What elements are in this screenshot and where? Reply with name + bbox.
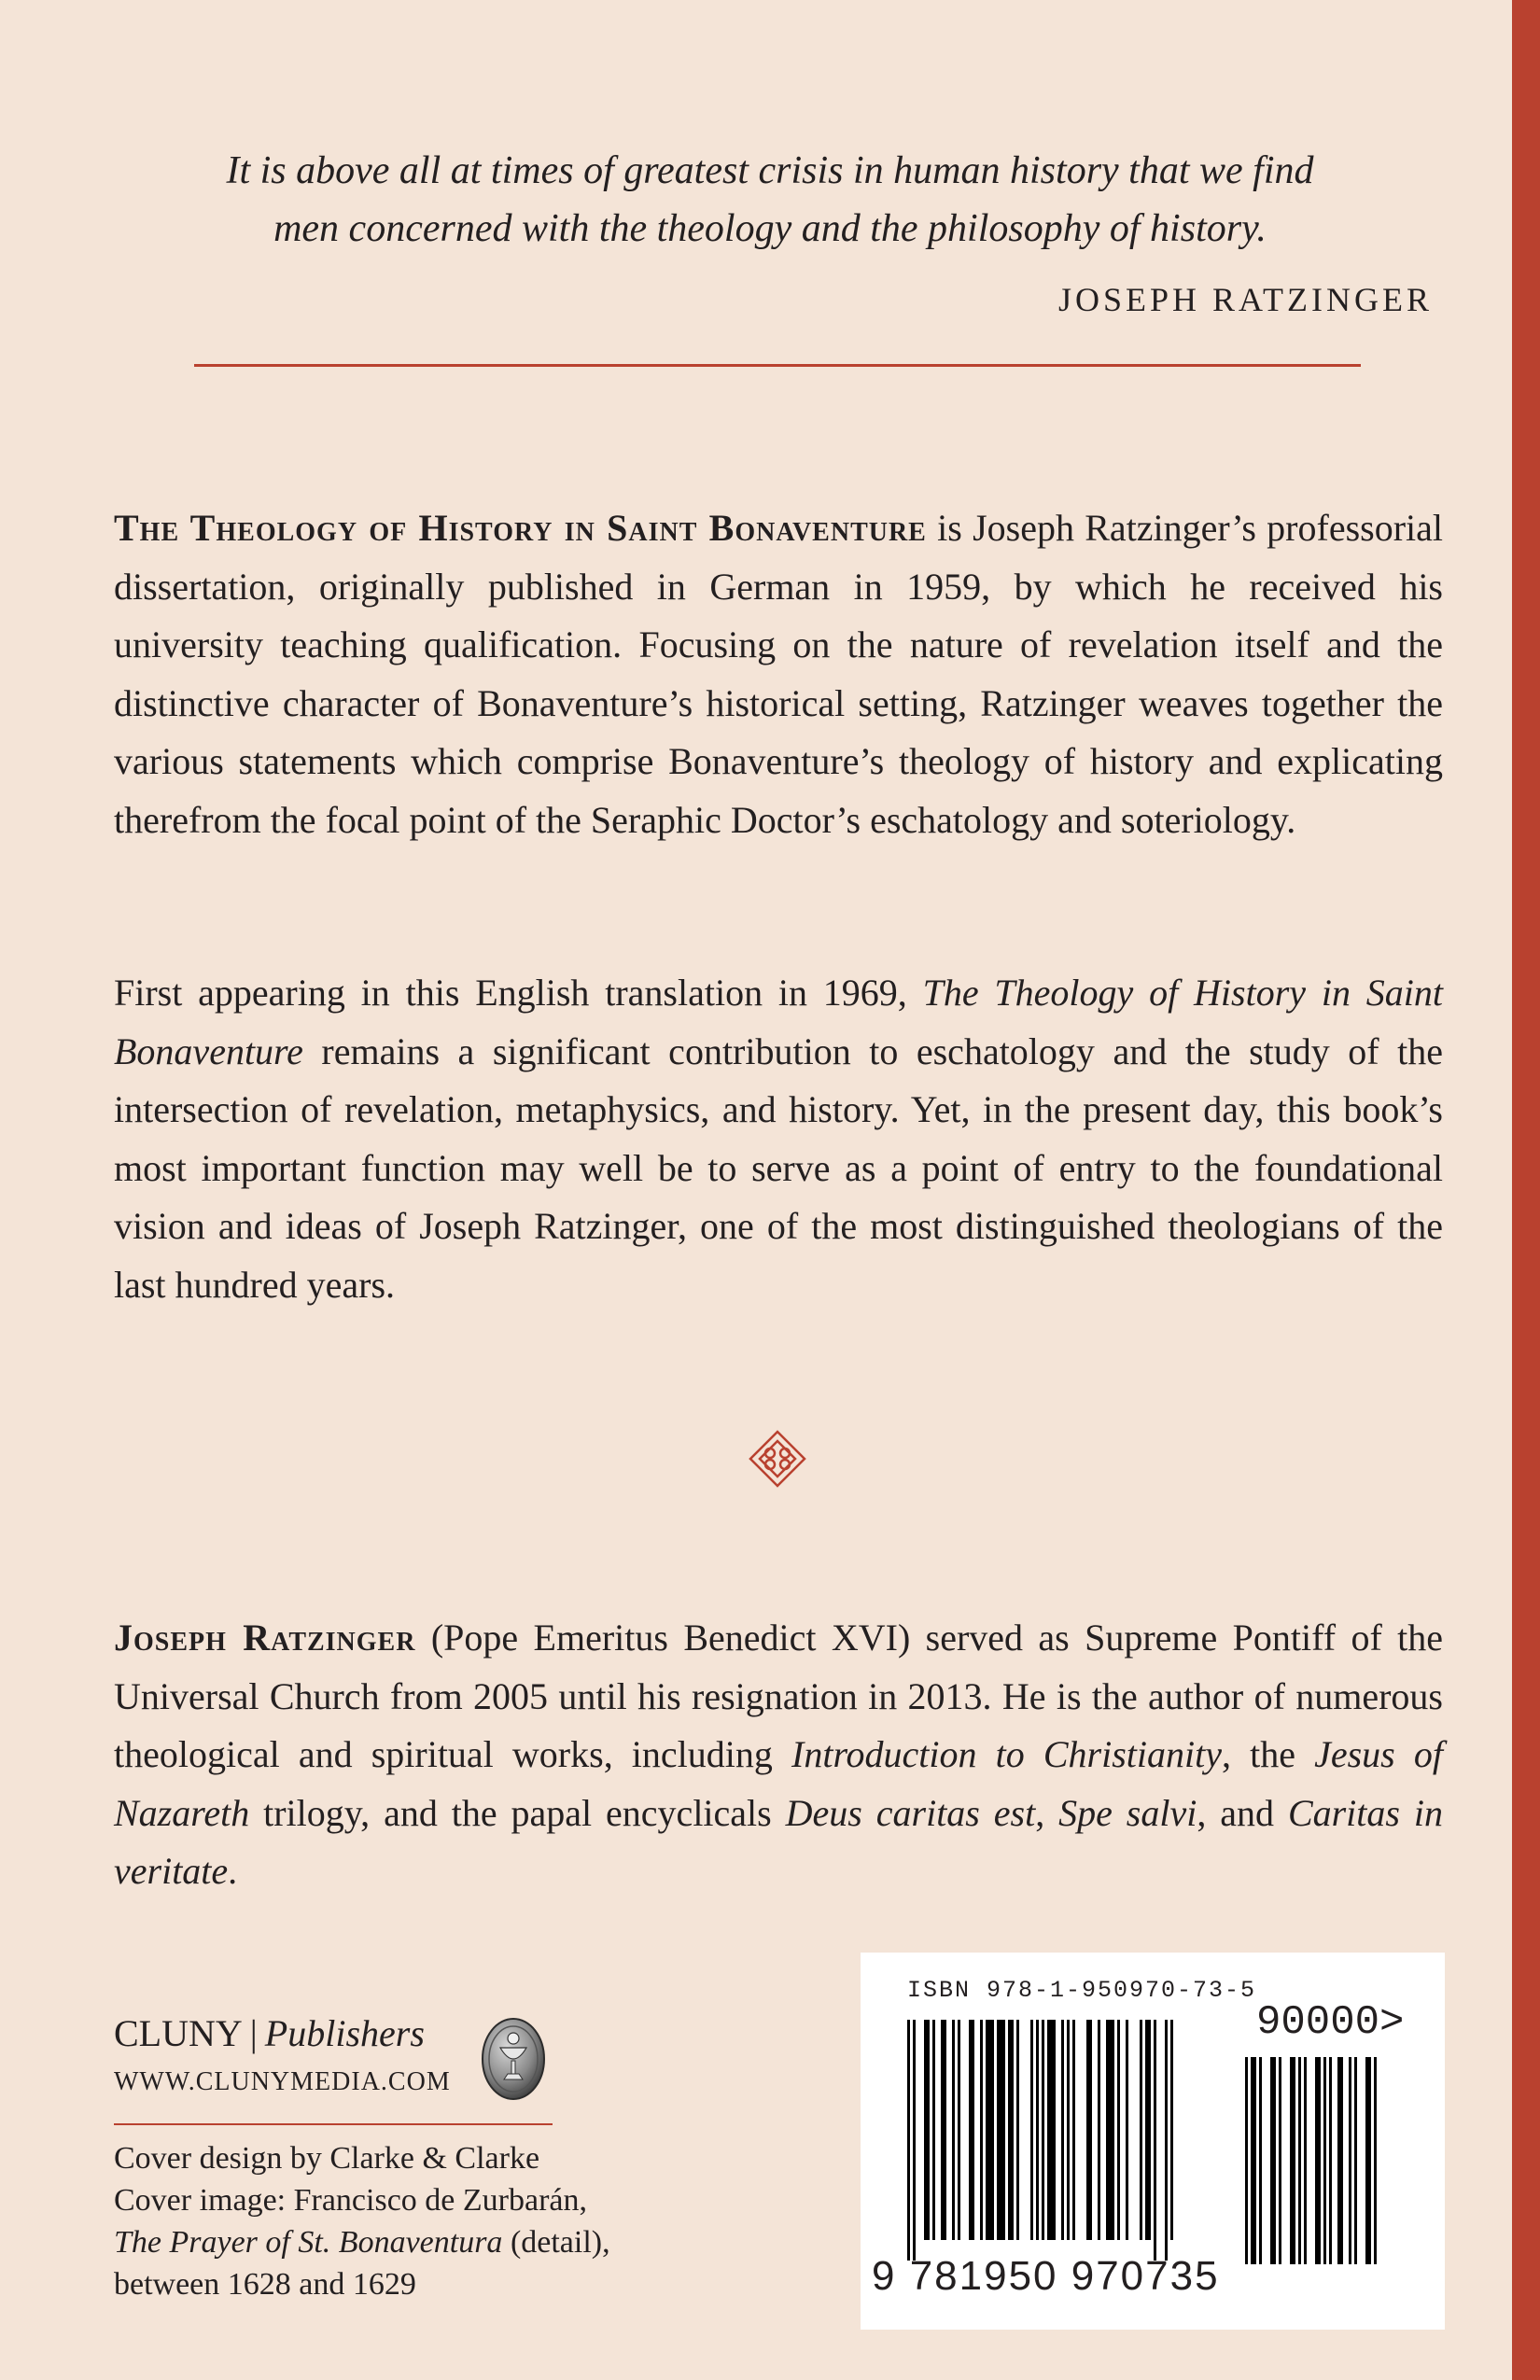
painting-detail: (detail), [502, 2225, 610, 2260]
barcode-bar [1072, 2020, 1075, 2240]
barcode-bar [1067, 2020, 1070, 2240]
epigraph-quote [140, 142, 1400, 258]
isbn-barcode-box [861, 1953, 1445, 2330]
work-title: Jesus of Nazareth [114, 1733, 1443, 1834]
barcode-bar [1140, 2020, 1142, 2240]
description-paragraph-2 [114, 964, 1443, 1314]
barcode-bar [1086, 2020, 1092, 2240]
barcode-bar [1126, 2020, 1128, 2240]
barcode-bar [1170, 2020, 1173, 2240]
paragraph-1-text: is Joseph Ratzinger’s professorial dissertation, originally published in German in 1959, by which he received his university teaching qualification. Focusing on the nature of revelation itself and the distinctive character of Bonaventure’s historical setting, Ratzinger weaves together the various statements which comprise Bonaventure’s theology of history and explicating therefrom the focal point of the Seraphic Doctor’s eschatology and soteriology. [114, 507, 1444, 841]
work-title: Spe salvi [1058, 1791, 1197, 1834]
barcode-bar [1008, 2020, 1014, 2240]
barcode-bar [932, 2020, 935, 2240]
credit-design: Cover design by Clarke & Clarke [114, 2141, 540, 2176]
ornament-fleuron-icon [747, 1428, 808, 1490]
barcode-bar [986, 2020, 994, 2240]
book-title-italic: The Theology of History in Saint Bonaventure [114, 972, 1443, 1072]
publisher-chalice-medallion-icon [480, 2016, 547, 2102]
credit-image: Cover image: Francisco de Zurbarán, [114, 2183, 587, 2218]
paragraph-2-start: First appearing in this English translation in 1969, [114, 972, 923, 1014]
bio-text: , [1035, 1791, 1059, 1834]
barcode-bar [1290, 2057, 1295, 2264]
credit-painting-title [114, 2221, 674, 2263]
barcode-bar [1030, 2020, 1033, 2240]
price-code: 90000> [1256, 1999, 1405, 2046]
barcode-bar [1354, 2057, 1357, 2264]
barcode-bar [1329, 2057, 1332, 2264]
bio-text: , and [1197, 1791, 1288, 1834]
barcode-bar [907, 2020, 910, 2261]
barcode-bar [1365, 2057, 1371, 2264]
barcode-bar [1315, 2057, 1321, 2264]
epigraph-line-1: It is above all at times of greatest crisis in human history that we find [226, 149, 1314, 192]
barcode-bar [924, 2020, 930, 2240]
barcode-bar [913, 2020, 916, 2261]
bio-text: (Pope Emeritus Benedict XVI) served as Supreme Pontiff of the Universal Church from 2005 until his resignation in 2013. He is the author of numerous theological and spiritual works, including [114, 1617, 1444, 1775]
barcode-bar [969, 2020, 974, 2240]
epigraph-author: JOSEPH RATZINGER [1057, 281, 1433, 318]
barcode-bar [1117, 2020, 1120, 2240]
barcode-bar [1337, 2057, 1343, 2264]
credit-date: between 1628 and 1629 [114, 2267, 416, 2302]
barcode-bar [1279, 2057, 1281, 2264]
addon-barcode [1245, 2057, 1413, 2264]
barcode-bar [1270, 2057, 1276, 2264]
work-title: Introduction to Christianity [791, 1733, 1222, 1775]
barcode-bar [1106, 2020, 1114, 2240]
barcode-bar [1042, 2020, 1044, 2240]
work-title: Caritas in veritate [114, 1791, 1443, 1892]
bio-text: trilogy, and the papal encyclicals [249, 1791, 786, 1834]
ean-barcode [907, 2020, 1245, 2262]
author-bio [114, 1609, 1443, 1901]
epigraph-line-2: men concerned with the theology and the philosophy of history. [273, 207, 1267, 250]
barcode-bar [958, 2020, 960, 2240]
barcode-bar [1061, 2020, 1064, 2240]
bio-text: , the [1222, 1733, 1315, 1775]
spine-accent-bar [1512, 0, 1540, 2380]
barcode-bar [1154, 2020, 1156, 2261]
barcode-bar [952, 2020, 955, 2240]
barcode-bar [941, 2020, 946, 2240]
barcode-bar [1251, 2057, 1256, 2264]
work-title: Deus caritas est [785, 1791, 1036, 1834]
barcode-bar [997, 2020, 1005, 2240]
publisher-wordmark: CLUNY [114, 2012, 243, 2054]
description-paragraph-1 [114, 499, 1443, 849]
barcode-bar [1245, 2057, 1248, 2264]
cover-credits [114, 2137, 674, 2305]
publisher-divider-rule [114, 2123, 553, 2125]
barcode-bar [1323, 2057, 1326, 2264]
barcode-bar [1298, 2057, 1301, 2264]
painting-title: The Prayer of St. Bonaventura [114, 2225, 503, 2260]
publisher-subtitle: Publishers [264, 2012, 425, 2054]
bio-text: . [228, 1850, 238, 1892]
barcode-bar [1036, 2020, 1039, 2240]
isbn-number: ISBN 978-1-950970-73-5 [907, 1977, 1257, 2004]
publisher-url: WWW.CLUNYMEDIA.COM [114, 2067, 451, 2096]
paragraph-2-end: remains a significant contribution to eschatology and the study of the intersection of revelation, metaphysics, and history. Yet, in the present day, this book’s most important function may well be to serve as a point of entry to the foundational vision and ideas of Joseph Ratzinger, one of the most distinguished theologians of the last hundred years. [114, 1029, 1443, 1306]
barcode-bar [1047, 2020, 1056, 2240]
barcode-bar [1259, 2057, 1262, 2264]
barcode-bar [1304, 2057, 1307, 2264]
divider-rule [194, 364, 1361, 367]
barcode-bar [1165, 2020, 1168, 2261]
barcode-bar [1145, 2020, 1151, 2240]
barcode-bar [980, 2020, 983, 2240]
author-name-smallcaps: Joseph Ratzinger [114, 1617, 416, 1659]
barcode-digits: 9 781950 970735 [872, 2253, 1220, 2299]
barcode-bar [1098, 2020, 1100, 2240]
barcode-bar [1374, 2057, 1377, 2264]
publisher-separator: | [249, 2012, 258, 2054]
barcode-bar [1016, 2020, 1019, 2240]
book-title-smallcaps: The Theology of History in Saint Bonaventure [114, 507, 927, 549]
publisher-name [114, 2011, 425, 2055]
barcode-bar [1349, 2057, 1351, 2264]
